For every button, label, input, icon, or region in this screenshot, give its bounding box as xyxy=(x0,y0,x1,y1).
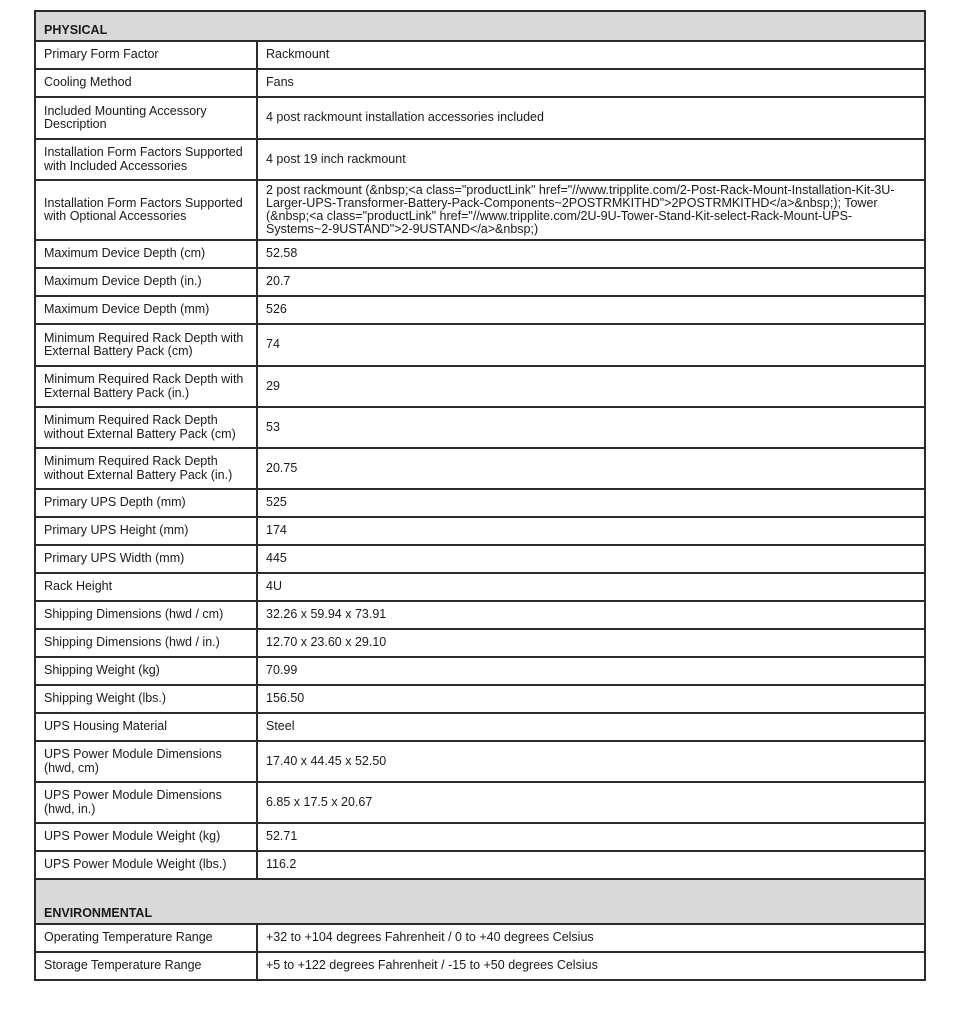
spec-row xyxy=(35,268,925,296)
spec-row xyxy=(35,448,925,489)
spec-row xyxy=(35,366,925,407)
spec-label: Rack Height xyxy=(35,573,257,601)
spec-value: 116.2 xyxy=(257,851,925,879)
spec-table xyxy=(34,10,926,981)
spec-label: UPS Power Module Weight (kg) xyxy=(35,823,257,851)
spec-label: Storage Temperature Range xyxy=(35,952,257,980)
spec-row xyxy=(35,296,925,324)
spec-label: Shipping Weight (lbs.) xyxy=(35,685,257,713)
spec-label: UPS Power Module Dimensions (hwd, in.) xyxy=(35,782,257,823)
spec-label: Maximum Device Depth (mm) xyxy=(35,296,257,324)
section-title: ENVIRONMENTAL xyxy=(35,879,925,924)
spec-value: Rackmount xyxy=(257,41,925,69)
spec-value: 29 xyxy=(257,366,925,407)
spec-row xyxy=(35,180,925,240)
spec-value: 4 post 19 inch rackmount xyxy=(257,139,925,180)
spec-value: 70.99 xyxy=(257,657,925,685)
spec-value: 12.70 x 23.60 x 29.10 xyxy=(257,629,925,657)
spec-value: 174 xyxy=(257,517,925,545)
spec-value: 20.75 xyxy=(257,448,925,489)
spec-row xyxy=(35,713,925,741)
spec-value: 2 post rackmount (&nbsp;<a class="productLink" href="//www.tripplite.com/2-Post-Rack-Mount-Installation-Kit-3U-Larger-UPS-Transformer-Battery-Pack-Components~2POSTRMKITHD">2POSTRMKITHD</a>&nbsp;); Tower (&nbsp;<a class="productLink" href="//www.tripplite.com/2U-9U-Tower-Stand-Kit-select-Rack-Mount-UPS-Systems~2-9USTAND">2-9USTAND</a>&nbsp;) xyxy=(257,180,925,240)
spec-label: UPS Housing Material xyxy=(35,713,257,741)
spec-row xyxy=(35,741,925,782)
spec-value: 52.71 xyxy=(257,823,925,851)
spec-label: Primary Form Factor xyxy=(35,41,257,69)
spec-row xyxy=(35,629,925,657)
spec-label: Primary UPS Width (mm) xyxy=(35,545,257,573)
spec-row xyxy=(35,407,925,448)
spec-value: 4 post rackmount installation accessories included xyxy=(257,97,925,139)
spec-value: +5 to +122 degrees Fahrenheit / -15 to +50 degrees Celsius xyxy=(257,952,925,980)
spec-row xyxy=(35,823,925,851)
spec-row xyxy=(35,517,925,545)
spec-value: 526 xyxy=(257,296,925,324)
spec-label: UPS Power Module Weight (lbs.) xyxy=(35,851,257,879)
spec-value: 52.58 xyxy=(257,240,925,268)
spec-label: Minimum Required Rack Depth with External Battery Pack (cm) xyxy=(35,324,257,366)
spec-table-body xyxy=(35,11,925,980)
spec-row xyxy=(35,851,925,879)
spec-row xyxy=(35,41,925,69)
spec-label: Installation Form Factors Supported with Included Accessories xyxy=(35,139,257,180)
spec-label: Shipping Dimensions (hwd / cm) xyxy=(35,601,257,629)
section-header-row xyxy=(35,879,925,924)
spec-row xyxy=(35,240,925,268)
spec-row xyxy=(35,924,925,952)
spec-label: Shipping Weight (kg) xyxy=(35,657,257,685)
spec-value: 32.26 x 59.94 x 73.91 xyxy=(257,601,925,629)
spec-label: Primary UPS Height (mm) xyxy=(35,517,257,545)
spec-label: Minimum Required Rack Depth without External Battery Pack (in.) xyxy=(35,448,257,489)
section-header-row xyxy=(35,11,925,41)
spec-label: Cooling Method xyxy=(35,69,257,97)
spec-row xyxy=(35,573,925,601)
spec-label: Shipping Dimensions (hwd / in.) xyxy=(35,629,257,657)
spec-value: +32 to +104 degrees Fahrenheit / 0 to +40 degrees Celsius xyxy=(257,924,925,952)
spec-value: 445 xyxy=(257,545,925,573)
spec-row xyxy=(35,69,925,97)
spec-label: Primary UPS Depth (mm) xyxy=(35,489,257,517)
spec-row xyxy=(35,601,925,629)
spec-label: Minimum Required Rack Depth with External Battery Pack (in.) xyxy=(35,366,257,407)
spec-row xyxy=(35,657,925,685)
spec-row xyxy=(35,545,925,573)
spec-value: 525 xyxy=(257,489,925,517)
spec-row xyxy=(35,685,925,713)
spec-label: Included Mounting Accessory Description xyxy=(35,97,257,139)
spec-label: Installation Form Factors Supported with Optional Accessories xyxy=(35,180,257,240)
spec-value: 6.85 x 17.5 x 20.67 xyxy=(257,782,925,823)
spec-row xyxy=(35,97,925,139)
spec-label: UPS Power Module Dimensions (hwd, cm) xyxy=(35,741,257,782)
spec-label: Minimum Required Rack Depth without External Battery Pack (cm) xyxy=(35,407,257,448)
spec-value: 53 xyxy=(257,407,925,448)
spec-row xyxy=(35,489,925,517)
spec-value: Steel xyxy=(257,713,925,741)
spec-value: Fans xyxy=(257,69,925,97)
spec-label: Operating Temperature Range xyxy=(35,924,257,952)
spec-value: 4U xyxy=(257,573,925,601)
spec-value: 20.7 xyxy=(257,268,925,296)
spec-value: 17.40 x 44.45 x 52.50 xyxy=(257,741,925,782)
spec-label: Maximum Device Depth (cm) xyxy=(35,240,257,268)
section-title: PHYSICAL xyxy=(35,11,925,41)
spec-row xyxy=(35,139,925,180)
spec-label: Maximum Device Depth (in.) xyxy=(35,268,257,296)
spec-row xyxy=(35,952,925,980)
spec-row xyxy=(35,324,925,366)
spec-value: 74 xyxy=(257,324,925,366)
spec-row xyxy=(35,782,925,823)
spec-value: 156.50 xyxy=(257,685,925,713)
